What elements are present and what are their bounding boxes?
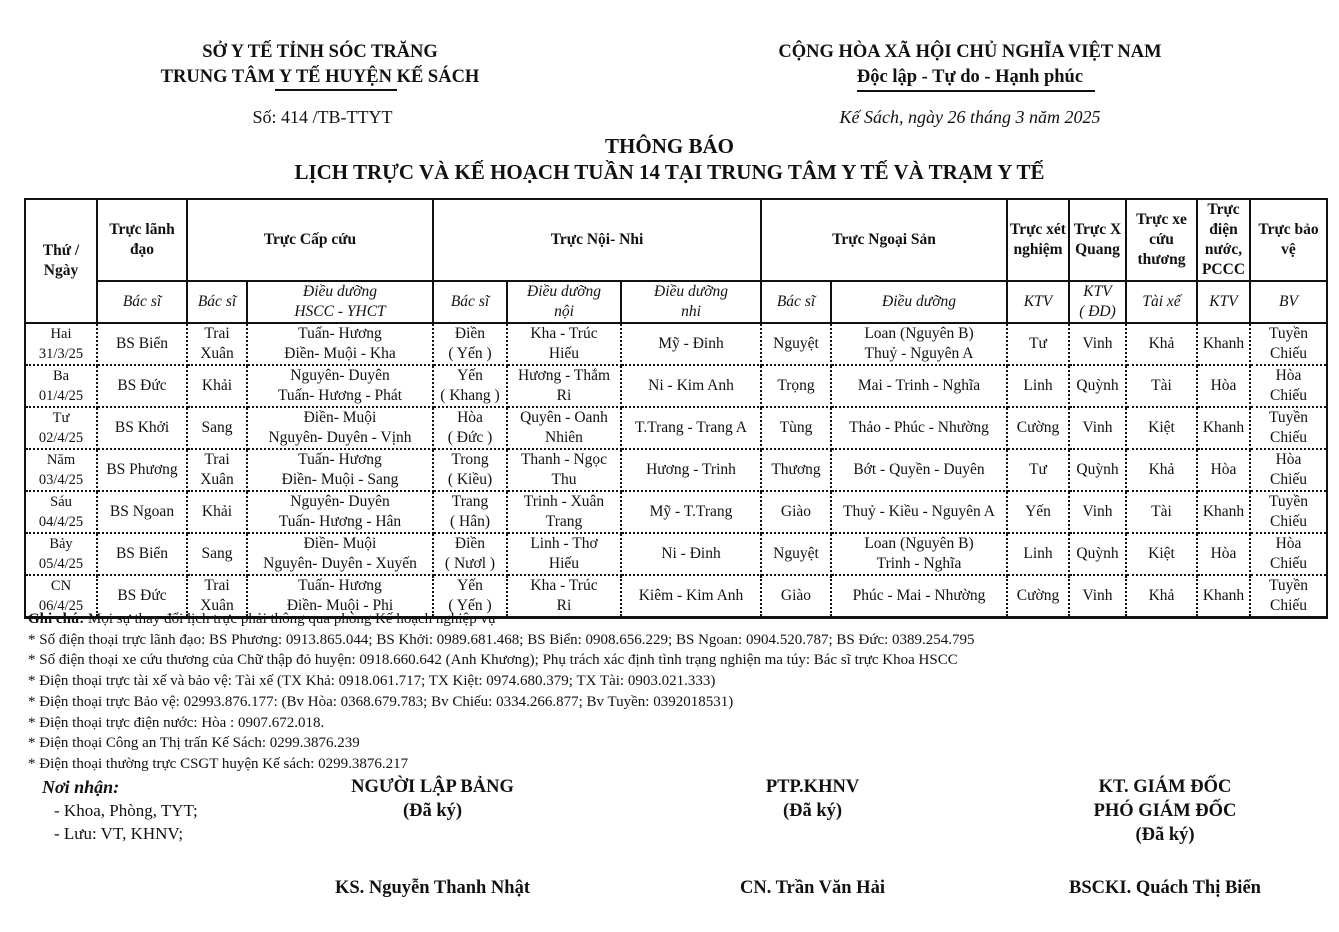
recipients-section [42, 776, 198, 845]
utility-cell: Khanh [1197, 407, 1250, 449]
notes-label: Ghi chú: [28, 611, 85, 627]
sur-doctor-cell: Trọng [761, 365, 831, 407]
place-date: Kế Sách, ngày 26 tháng 3 năm 2025 [839, 107, 1101, 127]
signature-title: PTP.KHNV [765, 777, 860, 797]
table-row [25, 365, 1327, 407]
er-nurse-cell: Điền- Muội Nguyên- Duyên - Xuyến [247, 533, 433, 575]
header-emergency: Trực Cấp cứu [187, 199, 433, 281]
sur-doctor-cell: Thương [761, 449, 831, 491]
utility-cell: Khanh [1197, 323, 1250, 365]
sur-nurse-cell: Thảo - Phúc - Nhường [831, 407, 1007, 449]
in-doctor-cell: Trang ( Hân) [433, 491, 507, 533]
driver-cell: Kiệt [1126, 407, 1197, 449]
nation-header [740, 40, 1200, 90]
notes-intro: Ghi chú: Mọi sự thay đổi lịch trực phải thông qua phòng Kế hoạch nghiệp vụ [28, 611, 496, 627]
signature-name: KS. Nguyễn Thanh Nhật [334, 878, 530, 898]
note-line: * Điện thoại trực điện nước: Hòa : 0907.672.018. [28, 714, 325, 731]
in-doctor-cell: Điền ( Nươl ) [433, 533, 507, 575]
ped-nurse-cell: T.Trang - Trang A [621, 407, 761, 449]
signature-preparer [300, 775, 565, 823]
sub-leader-doctor: Bác sĩ [97, 281, 187, 323]
lab-cell: Tư [1007, 449, 1069, 491]
utility-cell: Khanh [1197, 575, 1250, 618]
in-nurse-cell: Kha - Trúc Hiếu [507, 323, 621, 365]
signature-name: BSCKI. Quách Thị Biển [1069, 878, 1261, 898]
agency-underline [275, 89, 397, 91]
header-utility: Trực điện nước, PCCC [1197, 199, 1250, 281]
doc-number: Số: 414 /TB-TTYT [252, 107, 393, 127]
utility-cell: Hòa [1197, 365, 1250, 407]
signature-title: KT. GIÁM ĐỐC [1098, 777, 1232, 797]
xray-cell: Vinh [1069, 323, 1126, 365]
lab-cell: Yến [1007, 491, 1069, 533]
driver-cell: Khả [1126, 449, 1197, 491]
sur-doctor-cell: Giào [761, 575, 831, 618]
duty-schedule-table [24, 198, 1328, 619]
signature-deputy-head [700, 775, 925, 823]
sub-xray: KTV ( ĐD) [1069, 281, 1126, 323]
notice-title: THÔNG BÁO [605, 134, 734, 158]
in-nurse-cell: Hương - Thắm Ri [507, 365, 621, 407]
signature-director [1040, 775, 1290, 847]
in-nurse-cell: Thanh - Ngọc Thu [507, 449, 621, 491]
table-row [25, 407, 1327, 449]
ped-nurse-cell: Hương - Trinh [621, 449, 761, 491]
er-nurse-cell: Nguyên- Duyên Tuấn- Hương - Phát [247, 365, 433, 407]
leader-cell: BS Đức [97, 575, 187, 618]
signature-status: (Đã ký) [402, 801, 463, 821]
header-xray: Trực X Quang [1069, 199, 1126, 281]
sub-er-doctor: Bác sĩ [187, 281, 247, 323]
sur-doctor-cell: Nguyệt [761, 323, 831, 365]
er-doctor-cell: Trai Xuân [187, 449, 247, 491]
sub-in-doctor: Bác sĩ [433, 281, 507, 323]
recipient-item: - Khoa, Phòng, TYT; [54, 801, 198, 820]
leader-cell: BS Biển [97, 533, 187, 575]
lab-cell: Tư [1007, 323, 1069, 365]
xray-cell: Vinh [1069, 491, 1126, 533]
sub-driver: Tài xế [1126, 281, 1197, 323]
lab-cell: Linh [1007, 365, 1069, 407]
driver-cell: Khả [1126, 575, 1197, 618]
signature-status: (Đã ký) [782, 801, 843, 821]
er-doctor-cell: Khải [187, 491, 247, 533]
header-leader: Trực lãnh đạo [97, 199, 187, 281]
sur-doctor-cell: Tùng [761, 407, 831, 449]
utility-cell: Khanh [1197, 491, 1250, 533]
ped-nurse-cell: Kiêm - Kim Anh [621, 575, 761, 618]
ped-nurse-cell: Mỹ - Đinh [621, 323, 761, 365]
xray-cell: Vinh [1069, 575, 1126, 618]
in-doctor-cell: Hòa ( Đức ) [433, 407, 507, 449]
er-nurse-cell: Điền- Muội Nguyên- Duyên - Vịnh [247, 407, 433, 449]
er-nurse-cell: Tuấn- Hương Điền- Muội - Kha [247, 323, 433, 365]
ped-nurse-cell: Ni - Kim Anh [621, 365, 761, 407]
notes-section [28, 609, 1328, 775]
sub-ped-nurse: Điều dưỡng nhi [621, 281, 761, 323]
in-doctor-cell: Điền ( Yến ) [433, 323, 507, 365]
xray-cell: Quỳnh [1069, 449, 1126, 491]
header-security: Trực bảo vệ [1250, 199, 1327, 281]
table-row [25, 449, 1327, 491]
ped-nurse-cell: Ni - Đinh [621, 533, 761, 575]
security-cell: Tuyền Chiếu [1250, 323, 1327, 365]
note-line: * Điện thoại trực Bảo vệ: 02993.876.177: (Bv Hòa: 0368.679.783; Bv Chiếu: 0334.266.877; Bv Tuyền: 0392018531) [28, 693, 734, 710]
signature-title-2: PHÓ GIÁM ĐỐC [1093, 801, 1237, 821]
xray-cell: Vinh [1069, 407, 1126, 449]
sub-in-nurse: Điều dưỡng nội [507, 281, 621, 323]
security-cell: Tuyền Chiếu [1250, 575, 1327, 618]
table-row [25, 491, 1327, 533]
sur-doctor-cell: Nguyệt [761, 533, 831, 575]
day-cell: Sáu 04/4/25 [25, 491, 97, 533]
nation-underline [857, 90, 1095, 92]
day-cell: CN 06/4/25 [25, 575, 97, 618]
lab-cell: Linh [1007, 533, 1069, 575]
header-internal-pediatric: Trực Nội- Nhi [433, 199, 761, 281]
driver-cell: Tài [1126, 365, 1197, 407]
note-line: * Số điện thoại xe cứu thương của Chữ thập đỏ huyện: 0918.660.642 (Anh Khương); Phụ trách xác định tình trạng nghiện ma túy: Bác sĩ trực Khoa HSCC [28, 652, 958, 669]
er-nurse-cell: Tuấn- Hương Điền- Muội - Phi [247, 575, 433, 618]
header-day: Thứ / Ngày [25, 199, 97, 323]
note-line: * Số điện thoại trực lãnh đạo: BS Phương: 0913.865.044; BS Khởi: 0989.681.468; BS Biển: 0908.656.229; BS Ngoan: 0904.520.787; BS Đức: 0389.254.795 [28, 631, 975, 648]
sub-sur-nurse: Điều dưỡng [831, 281, 1007, 323]
recipients-label: Nơi nhận: [42, 777, 120, 797]
agency-line-2: TRUNG TÂM Y TẾ HUYỆN KẾ SÁCH [160, 67, 480, 87]
leader-cell: BS Biển [97, 323, 187, 365]
security-cell: Hòa Chiếu [1250, 365, 1327, 407]
er-nurse-cell: Nguyên- Duyên Tuấn- Hương - Hân [247, 491, 433, 533]
in-doctor-cell: Yến ( Yến ) [433, 575, 507, 618]
sur-nurse-cell: Phúc - Mai - Nhường [831, 575, 1007, 618]
day-cell: Năm 03/4/25 [25, 449, 97, 491]
signature-status: (Đã ký) [1135, 825, 1195, 845]
header-surgery-obstetric: Trực Ngoại Sản [761, 199, 1007, 281]
in-nurse-cell: Trinh - Xuân Trang [507, 491, 621, 533]
sub-security: BV [1250, 281, 1327, 323]
leader-cell: BS Phương [97, 449, 187, 491]
lab-cell: Cường [1007, 407, 1069, 449]
utility-cell: Hòa [1197, 533, 1250, 575]
er-nurse-cell: Tuấn- Hương Điền- Muội - Sang [247, 449, 433, 491]
er-doctor-cell: Sang [187, 407, 247, 449]
note-line: * Điện thoại trực tài xế và bảo vệ: Tài xế (TX Khả: 0918.061.717; TX Kiệt: 0974.680.379; TX Tài: 0903.021.333) [28, 673, 716, 690]
er-doctor-cell: Sang [187, 533, 247, 575]
driver-cell: Tài [1126, 491, 1197, 533]
security-cell: Tuyền Chiếu [1250, 407, 1327, 449]
signature-name: CN. Trần Văn Hải [740, 878, 885, 898]
leader-cell: BS Ngoan [97, 491, 187, 533]
sur-nurse-cell: Loan (Nguyên B) Trinh - Nghĩa [831, 533, 1007, 575]
in-doctor-cell: Trong ( Kiều) [433, 449, 507, 491]
in-nurse-cell: Linh - Thơ Hiếu [507, 533, 621, 575]
utility-cell: Hòa [1197, 449, 1250, 491]
sur-nurse-cell: Bớt - Quyền - Duyên [831, 449, 1007, 491]
day-cell: Tư 02/4/25 [25, 407, 97, 449]
leader-cell: BS Đức [97, 365, 187, 407]
security-cell: Tuyền Chiếu [1250, 491, 1327, 533]
note-line: * Điện thoại Công an Thị trấn Kế Sách: 0299.3876.239 [28, 735, 360, 752]
table-row [25, 533, 1327, 575]
signature-title: NGƯỜI LẬP BẢNG [351, 777, 514, 797]
driver-cell: Kiệt [1126, 533, 1197, 575]
security-cell: Hòa Chiếu [1250, 533, 1327, 575]
nation-line-1: CỘNG HÒA XÃ HỘI CHỦ NGHĨA VIỆT NAM [778, 42, 1162, 62]
er-doctor-cell: Trai Xuân [187, 575, 247, 618]
security-cell: Hòa Chiếu [1250, 449, 1327, 491]
sur-nurse-cell: Thuỷ - Kiều - Nguyên A [831, 491, 1007, 533]
xray-cell: Quỳnh [1069, 365, 1126, 407]
recipient-item: - Lưu: VT, KHNV; [54, 824, 184, 843]
nation-line-2: Độc lập - Tự do - Hạnh phúc [856, 67, 1084, 87]
leader-cell: BS Khởi [97, 407, 187, 449]
day-cell: Bảy 05/4/25 [25, 533, 97, 575]
sub-sur-doctor: Bác sĩ [761, 281, 831, 323]
sub-utility: KTV [1197, 281, 1250, 323]
in-nurse-cell: Kha - Trúc Ri [507, 575, 621, 618]
driver-cell: Khả [1126, 323, 1197, 365]
table-row [25, 323, 1327, 365]
day-cell: Hai 31/3/25 [25, 323, 97, 365]
er-doctor-cell: Trai Xuân [187, 323, 247, 365]
sub-er-nurse: Điều dưỡng HSCC - YHCT [247, 281, 433, 323]
header-lab: Trực xét nghiệm [1007, 199, 1069, 281]
header-ambulance: Trực xe cứu thương [1126, 199, 1197, 281]
sur-nurse-cell: Loan (Nguyên B) Thuỷ - Nguyên A [831, 323, 1007, 365]
notice-subtitle: LỊCH TRỰC VÀ KẾ HOẠCH TUẦN 14 TẠI TRUNG TÂM Y TẾ VÀ TRẠM Y TẾ [294, 160, 1045, 184]
sur-nurse-cell: Mai - Trinh - Nghĩa [831, 365, 1007, 407]
ped-nurse-cell: Mỹ - T.Trang [621, 491, 761, 533]
in-nurse-cell: Quyên - Oanh Nhiên [507, 407, 621, 449]
sur-doctor-cell: Giào [761, 491, 831, 533]
lab-cell: Cường [1007, 575, 1069, 618]
xray-cell: Quỳnh [1069, 533, 1126, 575]
er-doctor-cell: Khải [187, 365, 247, 407]
agency-line-1: SỞ Y TẾ TỈNH SÓC TRĂNG [202, 42, 438, 62]
sub-lab: KTV [1007, 281, 1069, 323]
day-cell: Ba 01/4/25 [25, 365, 97, 407]
agency-header [120, 40, 520, 90]
in-doctor-cell: Yến ( Khang ) [433, 365, 507, 407]
note-line: * Điện thoại thường trực CSGT huyện Kế sách: 0299.3876.217 [28, 755, 409, 772]
